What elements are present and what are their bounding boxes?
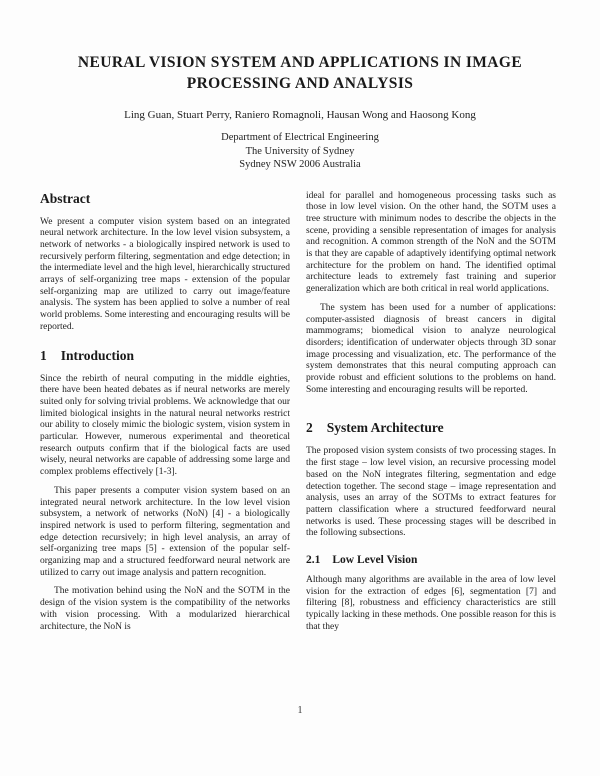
- intro-paragraph-3-continued: ideal for parallel and homogeneous processing tasks such as those in low level vision. On the other hand, the SOTM uses a tree structure with minimum nodes to describe the objects in the scene, providing a sensible representation of images for analysis and recognition. A common strength of the NoN and the SOTM is that they are capable of adaptively identifying optimal network architecture for the problem on hand. The identified optimal architecture leads to extremely fast training and superior generalization which are both critical in real world applications.: [306, 190, 556, 295]
- section-number: 2: [306, 420, 313, 436]
- system-architecture-paragraph: The proposed vision system consists of two processing stages. In the first stage – low level vision, an recursive processing model based on the NoN integrates filtering, segmentation and edge detection together. The second stage – image representation and analysis, uses an array of the SOTMs to extract features for pattern classification where a structured feedforward neural networks is used. These processing stages will be described in the following subsections.: [306, 446, 556, 539]
- paper-title: NEURAL VISION SYSTEM AND APPLICATIONS IN IMAGE PROCESSING AND ANALYSIS: [77, 54, 523, 92]
- affiliation-block: [40, 131, 560, 172]
- subsection-number: 2.1: [306, 554, 321, 567]
- left-column: [40, 191, 290, 641]
- intro-paragraph-1: Since the rebirth of neural computing in the middle eighties, there have been heated debates as if neural networks are merely suited only for solving trivial problems. We acknowledge that our limited biological insights in the natural neural networks restrict our ability to closely mimic the biologic system, vision system in particular. However, numerous experimental and theoretical research outputs confirm that if the biological facts are used wisely, neural networks are capable of addressing some large and complex problems effectively [1-3].: [40, 373, 290, 478]
- right-column: [306, 191, 556, 641]
- affiliation-department: Department of Electrical Engineering: [221, 132, 379, 143]
- section-heading-system-architecture: [306, 420, 556, 436]
- intro-paragraph-4: The system has been used for a number of applications: computer-assisted diagnosis of breast cancers in digital mammograms; biomedical vision to analyze neurological disorders; identification of underwater objects through 3D sonar image processing and visualization, etc. The performance of the system demonstrates that this neural computing approach can provide robust and efficient solutions to the problems on hand. Some interesting and encouraging results will be reported.: [306, 302, 556, 395]
- intro-paragraph-3: The motivation behind using the NoN and the SOTM in the design of the vision system is the compatibility of the networks with vision processing. With a modularized hierarchical architecture, the NoN is: [40, 586, 290, 632]
- affiliation-address: Sydney NSW 2006 Australia: [239, 159, 361, 170]
- author-list: Ling Guan, Stuart Perry, Raniero Romagnoli, Hausan Wong and Haosong Kong: [124, 109, 476, 121]
- section-number: 1: [40, 347, 47, 363]
- subsection-heading-low-level-vision: [306, 554, 556, 566]
- section-heading-introduction: [40, 348, 290, 364]
- abstract-paragraph: We present a computer vision system based on an integrated neural network architecture. In the low level vision subsystem, a network of networks - a biologically inspired network is used to recursively perform filtering, segmentation and edge detection; in the intermediate level and the high level, hierarchically structured arrays of self-organizing tree maps - extension of the popular self-organizing map are utilized to carry out image/feature analysis. The system has been applied to solve a number of real world problems. Some interesting and encouraging results will be reported.: [40, 216, 290, 332]
- two-column-body: [40, 191, 560, 641]
- abstract-heading: Abstract: [40, 190, 91, 206]
- low-level-vision-paragraph: Although many algorithms are available in the area of low level vision for the extraction of edges [6], segmentation [7] and filtering [8], robustness and efficiency characteristics are still typically lacking in these methods. One possible reason for this is that they: [306, 575, 556, 632]
- subsection-title: Low Level Vision: [332, 554, 418, 567]
- affiliation-university: The University of Sydney: [245, 145, 355, 157]
- intro-paragraph-2: This paper presents a computer vision system based on an integrated neural network architecture. In the low level vision subsystem, a network of networks (NoN) [4] - a biologically inspired network is used to perform filtering, segmentation and edge detection recursively; in high level analysis, an array of self-organizing tree maps [5] - extension of the popular self-organizing map and a structured feedforward neural network are utilized to carry out image analysis and pattern recognition.: [40, 485, 290, 578]
- page-number: 1: [297, 705, 303, 716]
- section-title: System Architecture: [326, 420, 444, 436]
- section-title: Introduction: [60, 347, 135, 363]
